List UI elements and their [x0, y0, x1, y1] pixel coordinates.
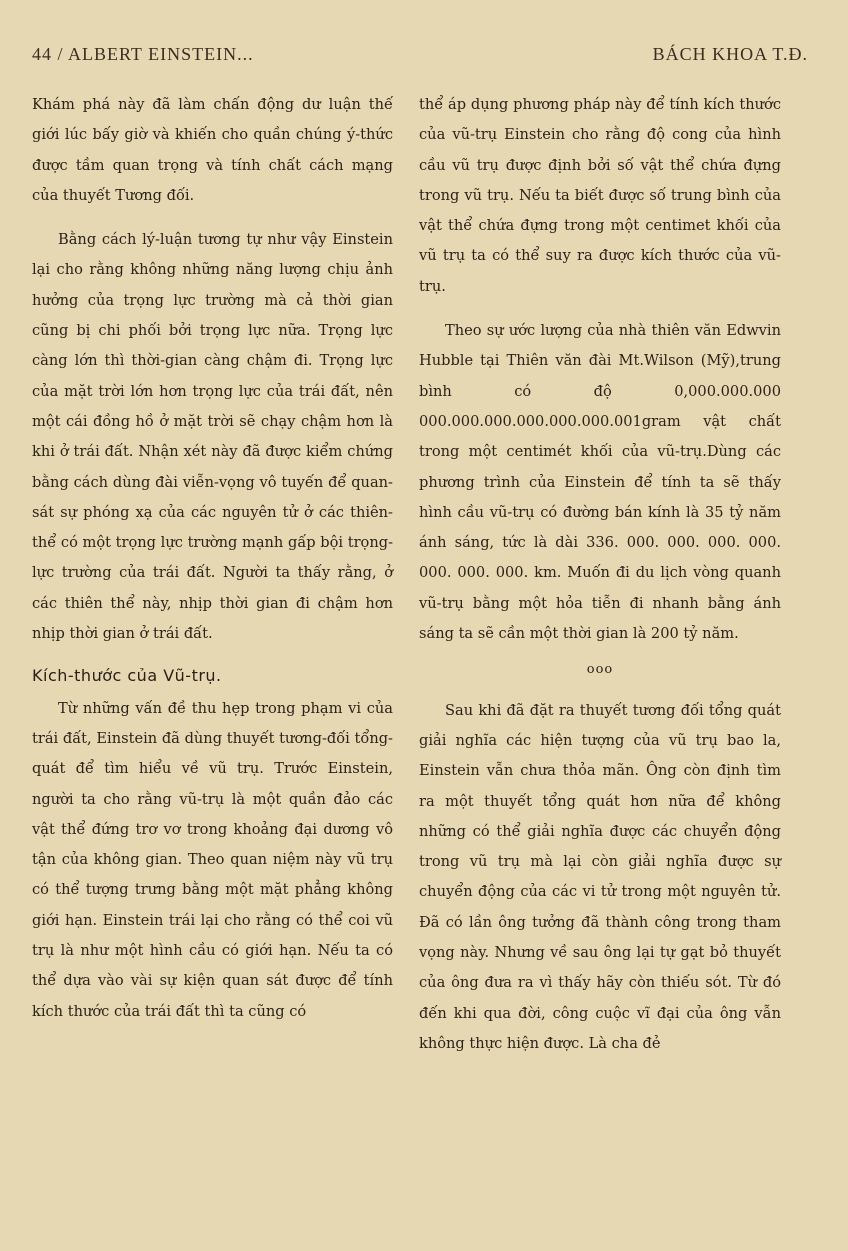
paragraph: thể áp dụng phương pháp này để tính kích thước của vũ-trụ Einstein cho rằng độ cong của hình cầu vũ trụ được định bởi số vật thể chứa đựng trong vũ trụ. Nếu ta biết được số trung bình của vật thể chứa đựng trong một centimet khối của vũ trụ ta có thể suy ra được kích thước của vũ-trụ.	[419, 96, 781, 295]
left-column	[32, 90, 393, 1027]
paragraph: Sau khi đã đặt ra thuyết tương đối tổng quát giải nghĩa các hiện tượng của vũ trụ bao la, Einstein vẫn chưa thỏa mãn. Ông còn định tìm ra một thuyết tổng quát hơn nữa để không những có thể giải nghĩa được các chuyển động trong vũ trụ mà lại còn giải nghĩa được sự chuyển động của các vi tử trong một nguyên tử. Đã có lần ông tưởng đã thành công trong tham vọng này. Nhưng về sau ông lại tự gạt bỏ thuyết của ông đưa ra vì thấy hãy còn thiếu sót. Từ đó đến khi qua đời, công cuộc vĩ đại của ông vẫn không thực hiện được. Là cha đẻ	[419, 701, 781, 1052]
paragraph: Theo sự ước lượng của nhà thiên văn Edwvin Hubble tại Thiên văn đài Mt.Wilson (Mỹ),trung bình có độ 0,000.000.000 000.000.000.000.000.000.001gram vật chất trong một centimét khối của vũ-trụ.Dùng các phương trình của Einstein để tính ta sẽ thấy hình cầu vũ-trụ có đường bán kính là 35 tỷ năm ánh sáng, tức là dài 336. 000. 000. 000. 000. 000. 000. 000. km. Muốn đi du lịch vòng quanh vũ-trụ bằng một hỏa tiễn đi nhanh bằng ánh sáng ta sẽ cần một thời gian là 200 tỷ năm.	[419, 322, 781, 643]
paragraph: Khám phá này đã làm chấn động dư luận thế giới lúc bấy giờ và khiến cho quần chúng ý-thức được tầm quan trọng và tính chất cách mạng của thuyết Tương đối.	[32, 96, 393, 204]
publication-name: BÁCH KHOA T.Đ.	[652, 44, 808, 64]
paragraph: Từ những vấn đề thu hẹp trong phạm vi của trái đất, Einstein đã dùng thuyết tương-đối tổng-quát để tìm hiểu về vũ trụ. Trước Einstein, người ta cho rằng vũ-trụ là một quần đảo các vật thể đứng trơ vơ trong khoảng đại dương vô tận của không gian. Theo quan niệm này vũ trụ có thể tượng trưng bằng một mặt phẳng không giới hạn. Einstein trái lại cho rằng có thể coi vũ trụ là như một hình cầu có giới hạn. Nếu ta có thể dựa vào vài sự kiện quan sát được để tính kích thước của trái đất thì ta cũng có	[32, 699, 393, 1020]
page-number-title: 44 / ALBERT EINSTEIN...	[32, 44, 254, 64]
section-separator: ooo	[586, 662, 614, 678]
section-heading: Kích-thước của Vũ-trụ.	[32, 666, 222, 686]
running-header	[32, 44, 808, 72]
paragraph: Bằng cách lý-luận tương tự như vậy Einstein lại cho rằng không những năng lượng chịu ảnh hưởng của trọng lực trường mà cả thời gian cũng bị chi phối bởi trọng lực nữa. Trọng lực càng lớn thì thời-gian càng chậm đi. Trọng lực của mặt trời lớn hơn trọng lực của trái đất, nên một cái đồng hồ ở mặt trời sẽ chạy chậm hơn là khi ở trái đất. Nhận xét này đã được kiểm chứng bằng cách dùng đài viễn-vọng vô tuyến để quan-sát sự phóng xạ của các nguyên tử ở các thiên-thể có một trọng lực trường mạnh gấp bội trọng-lực trường của trái đất. Người ta thấy rằng, ở các thiên thể này, nhịp thời gian đi chậm hơn nhịp thời gian ở trái đất.	[32, 231, 393, 643]
right-column	[419, 90, 781, 1059]
